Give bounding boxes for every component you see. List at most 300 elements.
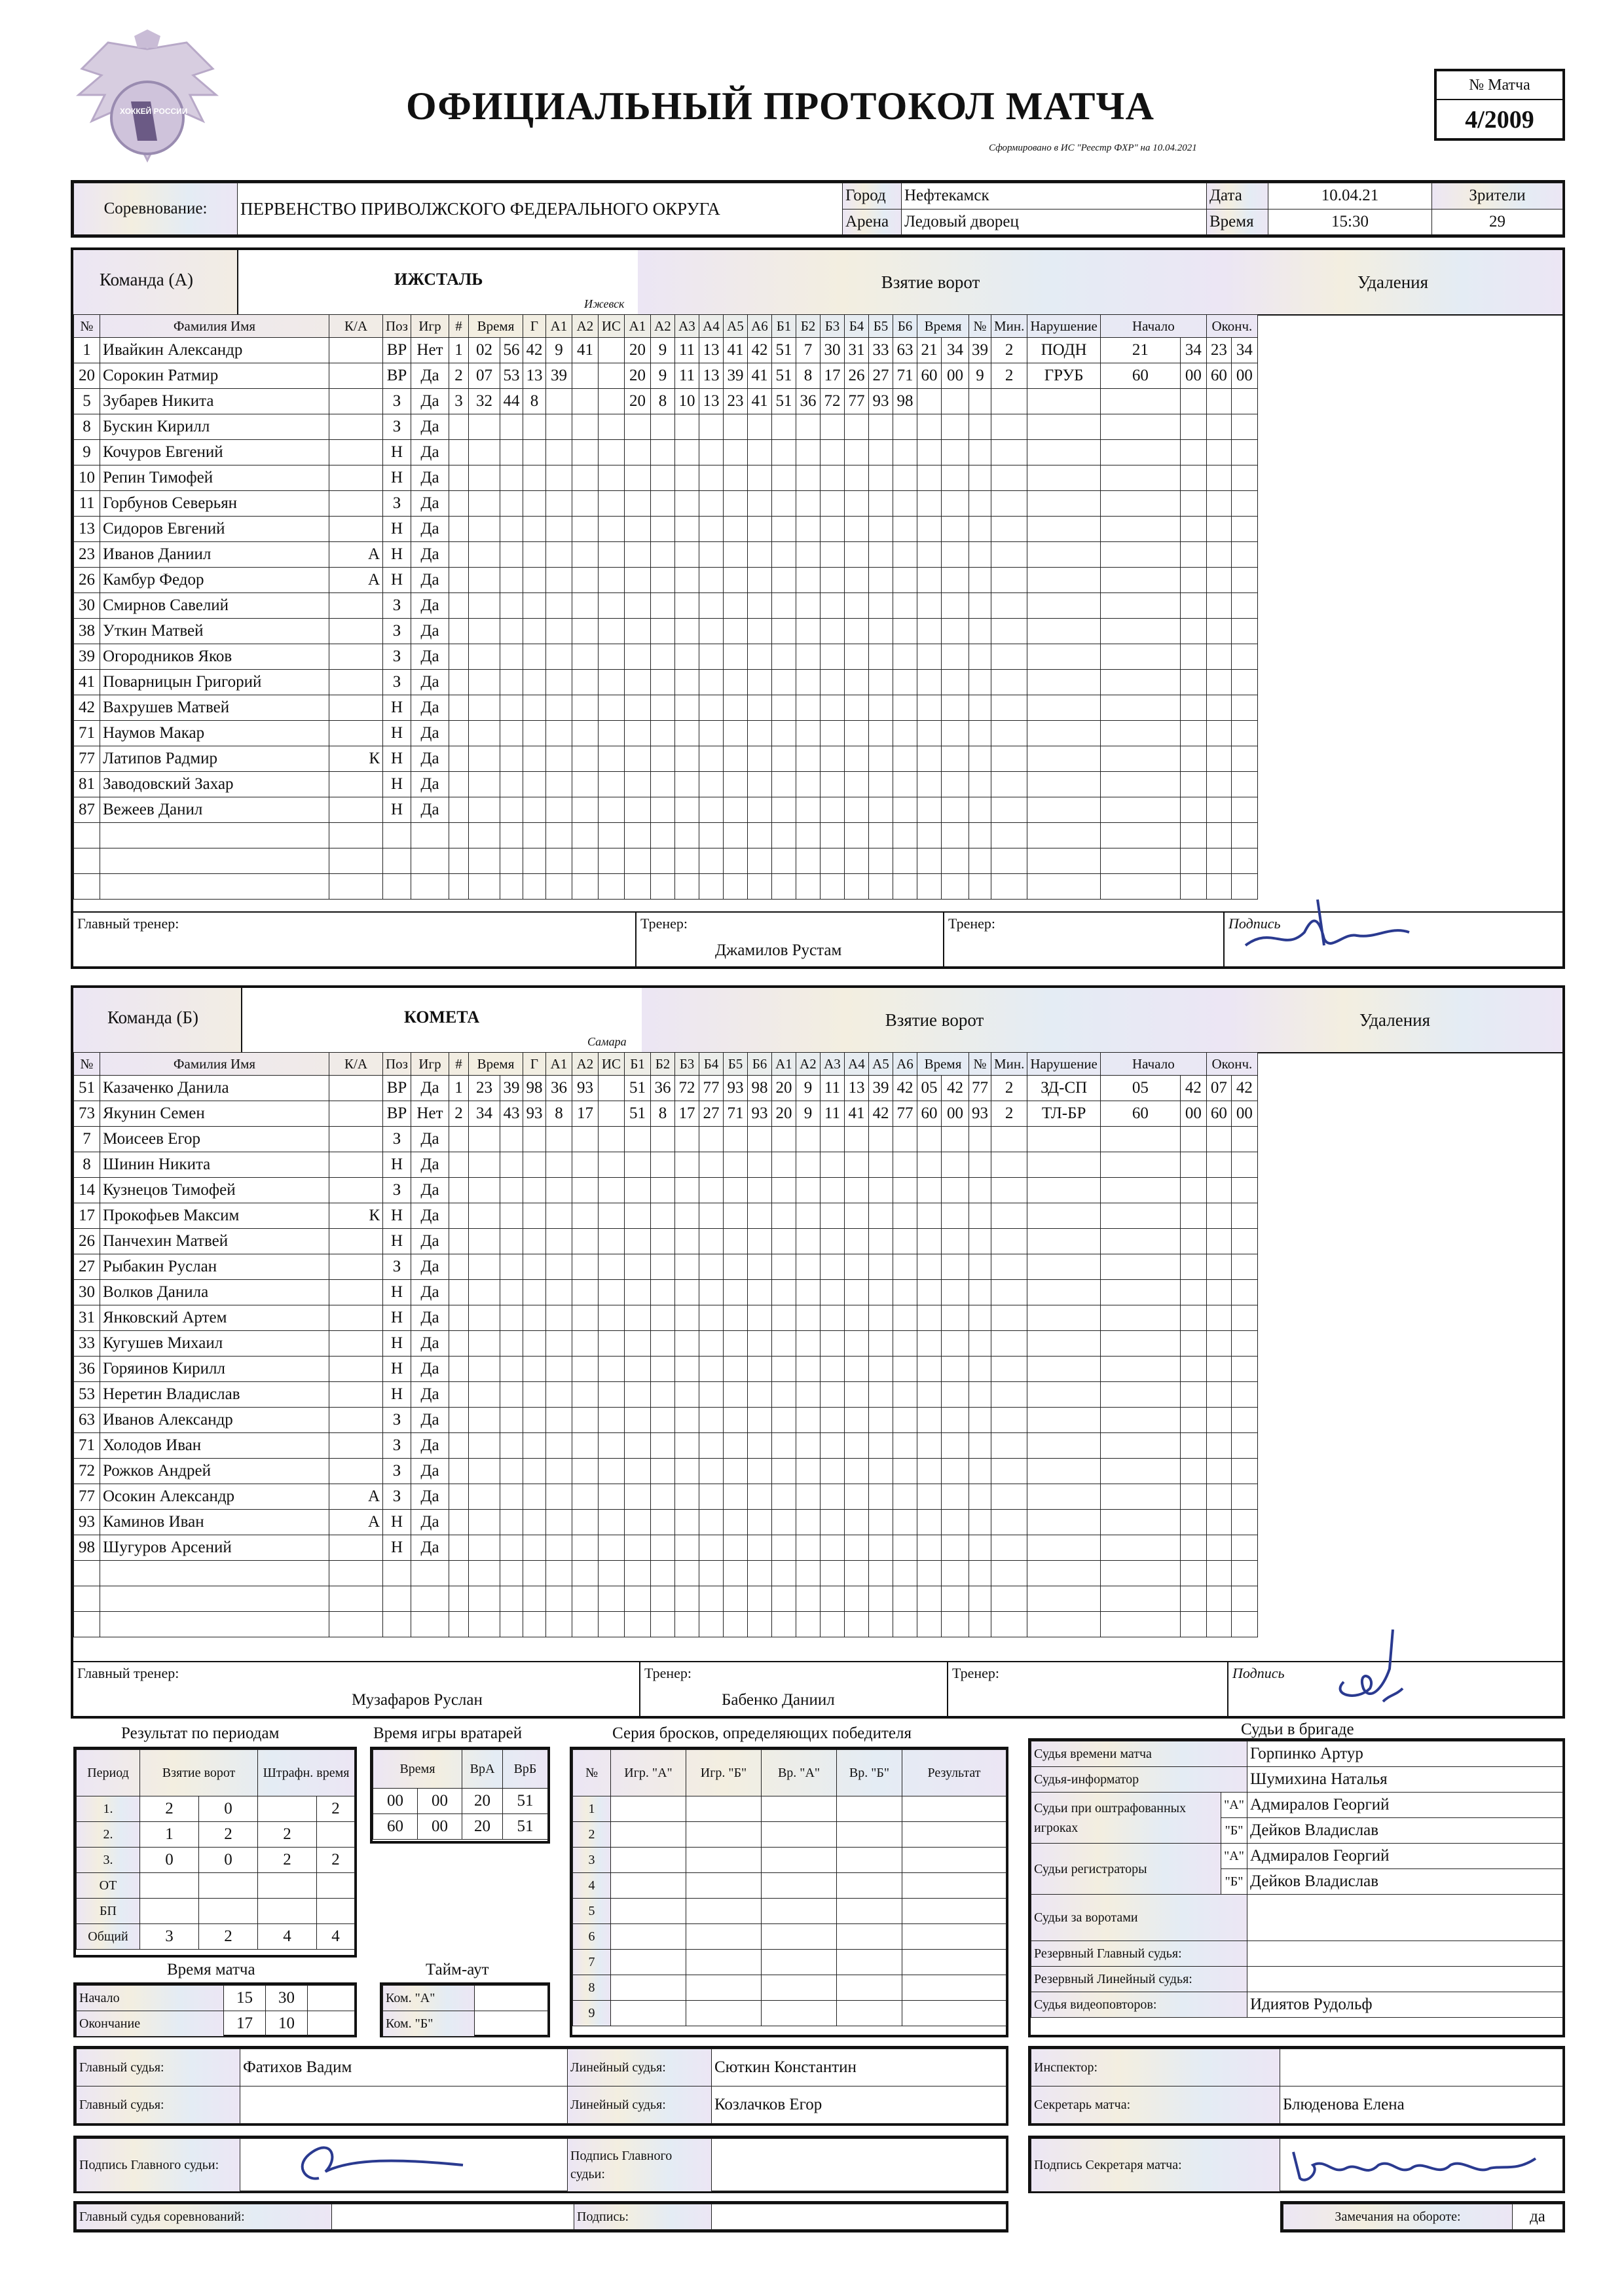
goal-cell	[868, 695, 893, 721]
penalty-cell	[1027, 1229, 1101, 1254]
player-played: Да	[411, 1484, 449, 1510]
goal-cell	[449, 1152, 468, 1178]
penalty-cell	[941, 1254, 969, 1280]
goal-cell	[699, 1382, 723, 1408]
goal-cell	[500, 772, 523, 797]
penalty-cell	[941, 568, 969, 593]
goal-cell	[893, 1382, 917, 1408]
penalty-cell	[917, 414, 941, 440]
goal-cell	[796, 619, 820, 644]
penalty-cell	[1100, 568, 1180, 593]
player-position: З	[383, 593, 411, 619]
goal-cell	[468, 1178, 500, 1203]
hdr-pen-no: №	[969, 1053, 991, 1076]
penalty-cell	[1231, 1305, 1257, 1331]
penalty-cell	[969, 695, 991, 721]
penalty-cell	[991, 1280, 1027, 1305]
goal-cell	[650, 1254, 674, 1280]
team-a-label: Команда (А)	[100, 270, 193, 289]
goal-cell: 20	[624, 389, 650, 414]
ref-reg-b: "Б"	[1221, 1869, 1247, 1895]
goal-cell	[771, 1408, 796, 1433]
ref-res-line-label: Резервный Линейный судья:	[1031, 1967, 1247, 1992]
goal-cell: 30	[820, 338, 844, 363]
goal-cell	[820, 848, 844, 874]
player-name: Сидоров Евгений	[100, 517, 329, 542]
goal-cell	[572, 593, 598, 619]
team-a-coaches	[73, 911, 1562, 968]
goal-cell: 8	[796, 363, 820, 389]
goal-cell	[500, 1459, 523, 1484]
goal-cell	[598, 797, 624, 823]
hdr-num: №	[74, 1053, 100, 1076]
goal-cell	[572, 1484, 598, 1510]
penalty-cell	[917, 1357, 941, 1382]
hdr-pos: Поз	[383, 315, 411, 338]
penalty-cell	[1027, 644, 1101, 670]
goal-cell	[844, 1382, 868, 1408]
goal-cell	[820, 1561, 844, 1586]
player-row	[74, 797, 1285, 823]
goal-cell: 13	[699, 363, 723, 389]
player-name: Осокин Александр	[100, 1484, 329, 1510]
player-row	[74, 491, 1285, 517]
goal-cell	[523, 1382, 545, 1408]
goal-cell	[747, 746, 771, 772]
goal-cell	[893, 874, 917, 900]
hdr-pen-no: №	[969, 315, 991, 338]
goal-cell	[747, 414, 771, 440]
player-number: 41	[74, 670, 100, 695]
player-row	[74, 338, 1285, 363]
goal-cell	[893, 1305, 917, 1331]
goal-cell	[820, 1459, 844, 1484]
player-number	[74, 1561, 100, 1586]
penalty-cell	[1027, 593, 1101, 619]
player-position: З	[383, 619, 411, 644]
player-position: Н	[383, 695, 411, 721]
timeout-block	[380, 1982, 550, 2037]
match-start-mm: 30	[266, 1986, 308, 2011]
goal-cell	[572, 1561, 598, 1586]
goal-cell	[796, 1433, 820, 1459]
penalty-cell: 2	[991, 1101, 1027, 1127]
goal-cell	[771, 1152, 796, 1178]
goal-cell	[747, 517, 771, 542]
penalty-cell: 60	[1206, 363, 1231, 389]
goal-cell	[893, 1484, 917, 1510]
player-number: 13	[74, 517, 100, 542]
goal-cell	[674, 465, 699, 491]
penalty-cell	[917, 568, 941, 593]
penalty-cell	[1180, 1459, 1206, 1484]
penalty-cell: 60	[1100, 1101, 1180, 1127]
period-pim-b	[317, 1899, 355, 1924]
goal-cell	[598, 1178, 624, 1203]
goal-cell	[868, 465, 893, 491]
goal-cell	[545, 1127, 572, 1152]
player-number: 26	[74, 1229, 100, 1254]
ref-video-label: Судья видеоповторов:	[1031, 1992, 1247, 2018]
spectators-label: Зрители	[1432, 183, 1563, 210]
period-pim-a	[258, 1899, 317, 1924]
penalty-cell	[1180, 1408, 1206, 1433]
goal-cell	[674, 1305, 699, 1331]
penalty-cell	[941, 670, 969, 695]
penalty-cell	[1027, 1433, 1101, 1459]
player-played: Да	[411, 1382, 449, 1408]
goal-cell	[572, 1229, 598, 1254]
goal-cell	[650, 1612, 674, 1637]
period-label: БП	[77, 1899, 140, 1924]
goal-cell	[624, 797, 650, 823]
goal-cell	[844, 1510, 868, 1535]
goal-cell	[747, 1382, 771, 1408]
hdr-onice-opp-4: А4	[844, 1053, 868, 1076]
penalty-cell	[1206, 797, 1231, 823]
goal-cell	[674, 1408, 699, 1433]
goal-cell	[500, 1357, 523, 1382]
goal-cell	[699, 1484, 723, 1510]
penalty-cell	[1206, 491, 1231, 517]
goal-cell	[449, 1382, 468, 1408]
player-number: 8	[74, 1152, 100, 1178]
goal-cell	[572, 1433, 598, 1459]
player-played: Да	[411, 1203, 449, 1229]
goal-cell	[500, 465, 523, 491]
goal-cell	[500, 491, 523, 517]
player-position: Н	[383, 465, 411, 491]
penalty-cell: ГРУБ	[1027, 363, 1101, 389]
arena-value: Ледовый дворец	[902, 209, 1207, 235]
player-role	[329, 619, 383, 644]
shootout-h-4: Вр. "Б"	[837, 1750, 902, 1796]
goal-cell	[699, 414, 723, 440]
goal-cell	[598, 1229, 624, 1254]
goal-cell	[674, 1152, 699, 1178]
goal-cell	[674, 721, 699, 746]
player-role	[329, 695, 383, 721]
goal-cell	[468, 491, 500, 517]
goal-cell	[523, 644, 545, 670]
goal-cell	[771, 1382, 796, 1408]
goal-cell: 77	[893, 1101, 917, 1127]
goal-cell: 23	[723, 389, 747, 414]
penalty-cell	[1180, 1280, 1206, 1305]
goal-cell	[500, 797, 523, 823]
ref-penbox-label: Судьи при оштрафованных игроках	[1031, 1793, 1221, 1844]
penalty-cell	[1100, 1229, 1180, 1254]
shootout-h-2: Игр. "Б"	[686, 1750, 762, 1796]
team-a-name: ИЖСТАЛЬ	[394, 270, 483, 289]
shootout-cell	[762, 1873, 837, 1899]
player-name: Волков Данила	[100, 1280, 329, 1305]
penalty-cell	[1027, 1178, 1101, 1203]
penalty-cell	[1180, 1127, 1206, 1152]
player-row	[74, 695, 1285, 721]
date-label: Дата	[1207, 183, 1268, 210]
player-name	[100, 823, 329, 848]
goal-cell	[650, 1178, 674, 1203]
goal-cell	[650, 440, 674, 465]
penalty-cell	[1206, 1612, 1231, 1637]
player-name	[100, 848, 329, 874]
goal-cell	[572, 414, 598, 440]
goal-cell: 9	[796, 1076, 820, 1101]
goal-cell: 51	[624, 1101, 650, 1127]
hdr-pen-end: Оконч.	[1206, 1053, 1257, 1076]
goal-cell	[723, 823, 747, 848]
player-name: Огородников Яков	[100, 644, 329, 670]
goal-cell	[545, 440, 572, 465]
goal-cell	[893, 619, 917, 644]
player-played: Нет	[411, 338, 449, 363]
line-ref-1: Сюткин Константин	[712, 2049, 1006, 2086]
penalty-cell	[1206, 1535, 1231, 1561]
goal-cell	[500, 823, 523, 848]
penalty-cell	[1100, 1510, 1180, 1535]
player-name: Горяинов Кирилл	[100, 1357, 329, 1382]
goal-cell	[650, 1357, 674, 1382]
penalty-cell	[917, 772, 941, 797]
goal-cell	[747, 1254, 771, 1280]
goal-cell	[893, 1408, 917, 1433]
penalty-cell	[991, 1229, 1027, 1254]
player-position: З	[383, 644, 411, 670]
goal-cell: 10	[674, 389, 699, 414]
goal-cell	[844, 542, 868, 568]
penalty-cell	[969, 593, 991, 619]
penalty-cell	[1027, 874, 1101, 900]
goal-cell	[598, 1612, 624, 1637]
chief-sign-label: Подпись:	[574, 2204, 712, 2230]
team-b-coach-label: Тренер:	[644, 1665, 692, 1681]
goal-cell	[820, 746, 844, 772]
penalty-cell	[1206, 695, 1231, 721]
player-position: З	[383, 670, 411, 695]
penalty-cell	[917, 1178, 941, 1203]
penalty-cell	[941, 389, 969, 414]
goal-cell	[771, 695, 796, 721]
penalty-cell	[1100, 465, 1180, 491]
goal-cell	[624, 772, 650, 797]
player-role	[329, 1127, 383, 1152]
penalty-cell	[1180, 414, 1206, 440]
goal-cell	[674, 414, 699, 440]
goal-cell	[545, 1586, 572, 1612]
period-pim-a: 4	[258, 1924, 317, 1950]
penalty-cell	[969, 1127, 991, 1152]
penalty-cell	[1100, 1535, 1180, 1561]
goal-cell	[545, 1459, 572, 1484]
goal-cell	[674, 1254, 699, 1280]
player-number: 77	[74, 746, 100, 772]
goal-cell	[572, 1408, 598, 1433]
goal-cell	[500, 644, 523, 670]
goal-cell: 98	[893, 389, 917, 414]
goal-cell	[820, 1127, 844, 1152]
shootout-cell	[837, 1848, 902, 1873]
goal-cell	[747, 1535, 771, 1561]
penalty-cell	[941, 1152, 969, 1178]
penalty-cell: 60	[917, 363, 941, 389]
goal-cell	[500, 721, 523, 746]
goal-cell	[449, 1535, 468, 1561]
player-name: Холодов Иван	[100, 1433, 329, 1459]
goal-cell	[650, 1331, 674, 1357]
penalty-cell	[1027, 695, 1101, 721]
penalty-cell	[1180, 491, 1206, 517]
penalty-cell	[941, 1408, 969, 1433]
goal-cell	[844, 797, 868, 823]
goal-cell	[449, 491, 468, 517]
goal-cell: 27	[868, 363, 893, 389]
hdr-onice-own-4: Б4	[699, 1053, 723, 1076]
player-position: З	[383, 1484, 411, 1510]
gk-cell: 51	[503, 1814, 548, 1840]
player-position: Н	[383, 1510, 411, 1535]
player-number: 30	[74, 593, 100, 619]
penalty-cell	[917, 1127, 941, 1152]
periods-title: Результат по периодам	[121, 1724, 280, 1742]
player-played: Да	[411, 1408, 449, 1433]
penalty-cell	[991, 874, 1027, 900]
penalty-cell	[1027, 440, 1101, 465]
player-number: 72	[74, 1459, 100, 1484]
penalty-cell	[991, 1203, 1027, 1229]
goal-cell	[844, 1127, 868, 1152]
goal-cell	[624, 874, 650, 900]
goal-cell	[650, 1586, 674, 1612]
penalty-cell	[991, 1127, 1027, 1152]
penalty-cell	[1231, 695, 1257, 721]
goal-cell	[468, 1127, 500, 1152]
goal-cell	[598, 1459, 624, 1484]
period-pim-a	[258, 1873, 317, 1899]
goal-cell	[572, 1178, 598, 1203]
goal-cell	[796, 465, 820, 491]
goal-cell	[893, 1178, 917, 1203]
goal-cell	[449, 465, 468, 491]
goal-cell	[598, 440, 624, 465]
hdr-onice-opp-2: Б2	[796, 315, 820, 338]
goal-cell	[449, 1127, 468, 1152]
player-played: Да	[411, 1152, 449, 1178]
goal-cell: 26	[844, 363, 868, 389]
hdr-onice-opp-6: А6	[893, 1053, 917, 1076]
player-role	[329, 848, 383, 874]
penalty-cell	[991, 1331, 1027, 1357]
team-b-head-coach: Музафаров Руслан	[352, 1691, 483, 1709]
goal-cell	[674, 440, 699, 465]
penalty-cell: 42	[941, 1076, 969, 1101]
goal-cell	[844, 1586, 868, 1612]
team-b-head-coach-label: Главный тренер:	[77, 1665, 179, 1681]
goal-cell: 39	[723, 363, 747, 389]
shootout-h-5: Результат	[902, 1750, 1006, 1796]
player-name: Кочуров Евгений	[100, 440, 329, 465]
penalty-cell	[917, 823, 941, 848]
goal-cell	[650, 746, 674, 772]
goal-cell	[674, 695, 699, 721]
ref-penbox-a: "А"	[1221, 1793, 1247, 1818]
goal-cell: 72	[674, 1076, 699, 1101]
goal-cell	[449, 1203, 468, 1229]
penalty-cell	[969, 1408, 991, 1433]
goal-cell	[468, 440, 500, 465]
goal-cell	[674, 568, 699, 593]
goal-cell	[674, 1331, 699, 1357]
player-number: 77	[74, 1484, 100, 1510]
goal-cell	[771, 542, 796, 568]
player-name: Латипов Радмир	[100, 746, 329, 772]
penalty-cell	[941, 644, 969, 670]
city-label: Город	[843, 183, 902, 210]
player-name: Уткин Матвей	[100, 619, 329, 644]
penalty-cell	[1231, 1586, 1257, 1612]
penalty-cell	[1180, 746, 1206, 772]
goal-cell	[500, 1612, 523, 1637]
penalty-cell	[1180, 440, 1206, 465]
goal-cell	[699, 1152, 723, 1178]
goal-cell	[545, 1408, 572, 1433]
goal-cell	[523, 593, 545, 619]
goal-cell	[572, 1305, 598, 1331]
goal-cell	[796, 1561, 820, 1586]
sign-secretary-label: Подпись Секретаря матча:	[1031, 2139, 1280, 2192]
penalty-cell	[1180, 568, 1206, 593]
goal-cell	[449, 440, 468, 465]
goal-cell: 20	[771, 1076, 796, 1101]
player-role	[329, 1152, 383, 1178]
penalty-cell	[1206, 1382, 1231, 1408]
goal-cell	[545, 1535, 572, 1561]
goal-cell	[747, 1229, 771, 1254]
penalty-cell	[991, 772, 1027, 797]
player-role	[329, 1331, 383, 1357]
goal-cell	[868, 721, 893, 746]
player-row	[74, 1408, 1285, 1433]
player-number: 36	[74, 1357, 100, 1382]
player-number: 53	[74, 1382, 100, 1408]
goal-cell	[893, 1433, 917, 1459]
goal-cell	[545, 1561, 572, 1586]
goal-cell	[572, 1459, 598, 1484]
period-goals-a	[140, 1873, 199, 1899]
penalty-cell	[1231, 465, 1257, 491]
penalty-cell	[991, 1484, 1027, 1510]
goal-cell	[796, 1254, 820, 1280]
hdr-goal-time: Время	[468, 1053, 523, 1076]
goal-cell	[747, 491, 771, 517]
goal-cell: 42	[523, 338, 545, 363]
goal-cell: 02	[468, 338, 500, 363]
goal-cell	[500, 1408, 523, 1433]
penalty-cell	[941, 1178, 969, 1203]
goal-cell	[598, 1152, 624, 1178]
goal-cell	[598, 721, 624, 746]
goal-cell	[598, 1510, 624, 1535]
goal-cell	[820, 1203, 844, 1229]
goal-cell	[545, 1229, 572, 1254]
goal-cell	[844, 874, 868, 900]
goal-cell	[523, 695, 545, 721]
shootout-cell	[902, 1950, 1006, 1975]
goal-cell	[598, 1127, 624, 1152]
goal-cell	[449, 874, 468, 900]
penalty-cell	[969, 1229, 991, 1254]
goal-cell: 72	[820, 389, 844, 414]
